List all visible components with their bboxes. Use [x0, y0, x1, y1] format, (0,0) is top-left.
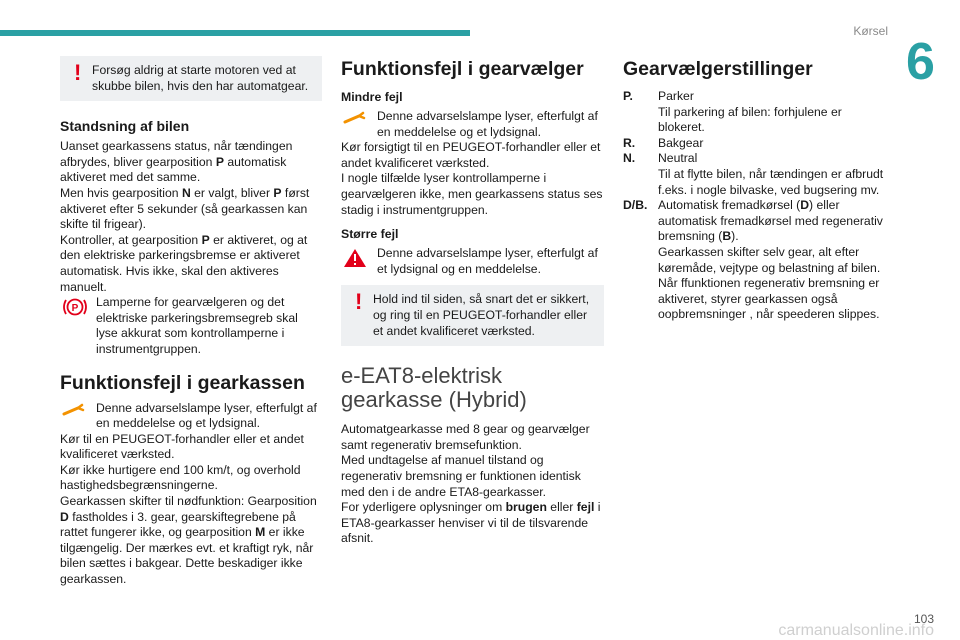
callout-text: Forsøg aldrig at starte motoren ved at skubbe bilen, hvis den har automatgear.: [92, 63, 309, 93]
mindre-p1: Kør forsigtigt til en PEUGEOT-forhandler eller et andet kvalificeret værksted.: [341, 140, 601, 170]
column-2: [341, 52, 604, 547]
gearkasse-lamp: Denne advarselslampe lyser, efterfulgt af en meddelelse og et lydsignal.: [60, 401, 322, 432]
watermark: carmanualsonline.info: [778, 622, 934, 639]
section-title: Kørsel: [853, 24, 888, 38]
exclamation-icon: !: [74, 60, 82, 85]
gearkasse-heading: Funktionsfejl i gearkassen: [60, 371, 305, 394]
mindre-p2: I nogle tilfælde lyser kontrollamperne i gearvælgeren ikke, men gearkassens status ses stadig i instrumentgruppen.: [341, 171, 603, 217]
wrench-icon: [343, 111, 369, 130]
chapter-number: 6: [906, 33, 935, 91]
eat8-p1: Automatgearkasse med 8 gear og gearvælger samt regenerativ bremsefunktion.: [341, 422, 590, 452]
lamp-note: P Lamperne for gearvælgeren og det elektriske parkeringsbremsegreb skal lyse akkurat som kontrollamperne i instrumentgruppen.: [60, 295, 322, 357]
mindre-heading: Mindre fejl: [341, 90, 403, 104]
gear-positions-list: [623, 89, 885, 323]
warning-triangle-icon: [343, 248, 367, 273]
column-1: [60, 52, 322, 588]
parking-brake-icon: [62, 297, 88, 322]
column-3: [623, 52, 885, 323]
gearkasse-p2: Kør ikke hurtigere end 100 km/t, og overhold hastighedsbegrænsningerne.: [60, 462, 301, 493]
gear-position-p: P. Parker Til parkering af bilen: forhjulene er blokeret.: [623, 89, 842, 135]
gearvaelgerstillinger-heading: Gearvælgerstillinger: [623, 58, 813, 80]
storre-callout: ! Hold ind til siden, så snart det er sikkert, og ring til en PEUGEOT-forhandler eller et andet kvalificeret værksted.: [341, 285, 604, 346]
neutral-paragraph: Men hvis gearposition N er valgt, bliver P først aktiveret efter 5 sekunder (så gearkassen kan skifte til frigear).: [60, 185, 310, 232]
header-accent-bar: [0, 30, 470, 36]
gear-position-db: D/B. Automatisk fremadkørsel (D) eller automatisk fremadkørsel med regenerativ bremsning (B). Gearkassen skifter selv gear, alt efter køremåde, vejtype og belastning af bilen. Når ffunktionen regenerativ bremsning er aktiveret, styrer gearkassen også oopbremsninger , når speederen slippes.: [623, 198, 883, 322]
standsning-paragraph: Uanset gearkassens status, når tændingen afbrydes, bliver gearposition P automatisk aktiveret med det samme.: [60, 139, 293, 185]
warning-callout: [60, 56, 322, 101]
standsning-heading: Standsning af bilen: [60, 118, 190, 135]
wrench-icon: [62, 403, 88, 422]
kontroller-paragraph: Kontroller, at gearposition P er aktiveret, og at den elektriske parkeringsbremse er aktiveret automatisk. Hvis ikke, skal den aktiveres manuelt.: [60, 232, 308, 294]
storre-lamp: Denne advarselslampe lyser, efterfulgt af et lydsignal og en meddelelse.: [341, 246, 604, 277]
gear-position-r: R. Bakgear: [623, 135, 704, 150]
gearvaelger-heading: Funktionsfejl i gearvælger: [341, 58, 584, 80]
gearkasse-p3: Gearkassen skifter til nødfunktion: Gearposition D fastholdes i 3. gear, gearskiftegrebene på rattet fungerer ikke, og gearposition M er ikke tilgængelig. Der mærkes evt. et kraftigt ryk, når bilen sættes i bakgear. Dette beskadiger ikke gearkassen.: [60, 494, 317, 587]
eat8-p2: Med undtagelse af manuel tilstand og regenerativ bremsning er funktionen identisk med den i de andre ETA8-gearkasser.: [341, 453, 581, 499]
storre-heading: Større fejl: [341, 227, 399, 242]
exclamation-icon: !: [355, 289, 363, 315]
eat8-heading: e-EAT8-elektrisk gearkasse (Hybrid): [341, 363, 527, 413]
svg-text:P: P: [71, 303, 79, 315]
gear-position-n: N. Neutral Til at flytte bilen, når tændingen er afbrudt f.eks. i nogle bilvaske, ved bugsering mv.: [623, 151, 884, 197]
page-number: 103: [913, 612, 934, 626]
mindre-lamp: Denne advarselslampe lyser, efterfulgt af en meddelelse og et lydsignal.: [341, 109, 604, 140]
eat8-p3: For yderligere oplysninger om brugen eller fejl i ETA8-gearkasser henviser vi til de tilsvarende afsnit.: [341, 500, 601, 546]
gearkasse-p1: Kør til en PEUGEOT-forhandler eller et andet kvalificeret værksted.: [60, 431, 304, 462]
